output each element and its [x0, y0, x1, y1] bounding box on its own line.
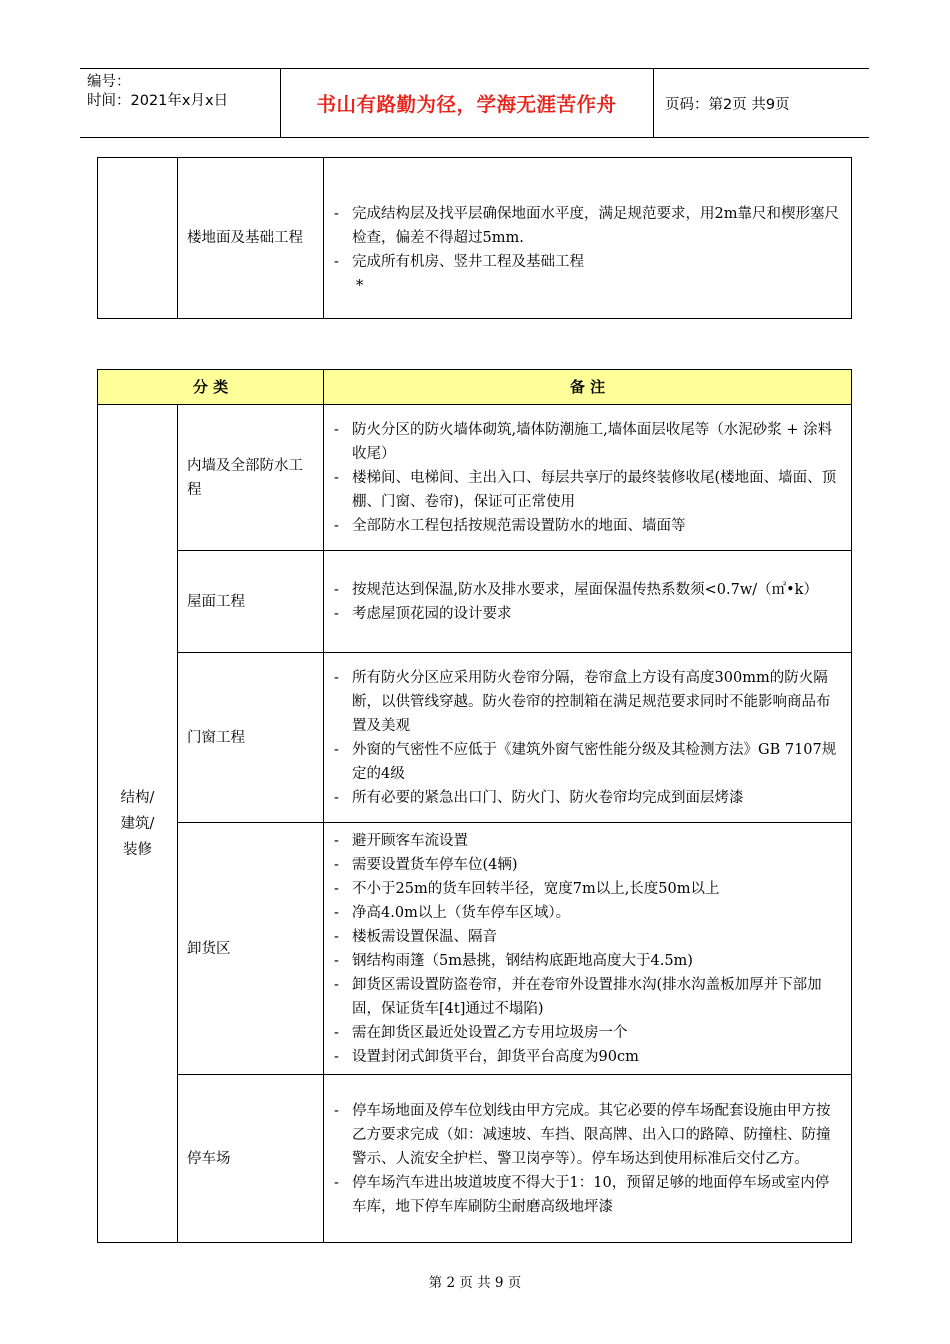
table-row [98, 823, 852, 1075]
note-item: - 需要设置货车停车位(4辆) [332, 853, 843, 877]
header-motto: 书山有路勤为径，学海无涯苦作舟 [316, 93, 617, 116]
note-item: - 外窗的气密性不应低于《建筑外窗气密性能分级及其检测方法》GB 7107规定的4级 [332, 738, 843, 786]
notes-list [332, 578, 843, 626]
table-row [98, 551, 852, 653]
subcategory-cell: 停车场 [178, 1075, 324, 1243]
notes-list [332, 1099, 843, 1219]
note-item: - 停车场地面及停车位划线由甲方完成。其它必要的停车场配套设施由甲方按乙方要求完成（如：减速坡、车挡、限高牌、出入口的路障、防撞柱、防撞警示、人流安全护栏、警卫岗亭等）。停车场达到使用标准后交付乙方。 [332, 1099, 843, 1171]
header-page-number: 页码：第2页 共9页 [665, 96, 790, 113]
note-item: - 不小于25m的货车回转半径，宽度7m以上,长度50m以上 [332, 877, 843, 901]
note-item: - 考虑屋顶花园的设计要求 [332, 602, 843, 626]
construction-table-continued [97, 157, 852, 319]
time-label: 时间：2021年x月x日 [87, 93, 229, 109]
table-row [98, 405, 852, 551]
subcategory-cell: 楼地面及基础工程 [178, 158, 324, 319]
construction-table [97, 369, 852, 1243]
notes-cell [324, 158, 852, 319]
note-item: - 楼梯间、电梯间、主出入口、每层共享厅的最终装修收尾(楼地面、墙面、顶棚、门窗、卷帘)，保证可正常使用 [332, 466, 843, 514]
note-item: - 所有必要的紧急出口门、防火门、防火卷帘均完成到面层烤漆 [332, 786, 843, 810]
note-item: - 所有防火分区应采用防火卷帘分隔，卷帘盒上方设有高度300mm的防火隔断，以供管线穿越。防火卷帘的控制箱在满足规范要求同时不能影响商品布置及美观 [332, 666, 843, 738]
notes-list [332, 829, 843, 1069]
header-divider [653, 69, 654, 137]
subcategory-cell: 卸货区 [178, 823, 324, 1075]
note-item: - 全部防水工程包括按规范需设置防水的地面、墙面等 [332, 514, 843, 538]
category-cell [98, 405, 178, 1243]
note-item: - 防火分区的防火墙体砌筑,墙体防潮施工,墙体面层收尾等（水泥砂浆 + 涂料收尾） [332, 418, 843, 466]
note-item: - 按规范达到保温,防水及排水要求，屋面保温传热系数须<0.7w/（㎡•k） [332, 578, 843, 602]
table-header-row [98, 370, 852, 405]
notes-cell [324, 823, 852, 1075]
subcategory-cell: 内墙及全部防水工程 [178, 405, 324, 551]
page-footer: 第 2 页 共 9 页 [428, 1275, 522, 1291]
note-item: - 需在卸货区最近处设置乙方专用垃圾房一个 [332, 1021, 843, 1045]
notes-list [332, 418, 843, 538]
header-meta [87, 73, 282, 111]
notes-cell [324, 653, 852, 823]
note-item: - 净高4.0m以上（货车停车区域）。 [332, 901, 843, 925]
category-label: 结构/建筑/装修 [120, 789, 155, 858]
number-label: 编号： [87, 74, 131, 90]
note-item: - 完成结构层及找平层确保地面水平度，满足规范要求，用2m靠尺和楔形塞尺检查，偏差不得超过5mm. [332, 202, 843, 250]
category-cell-empty [98, 158, 178, 319]
subcategory-cell: 门窗工程 [178, 653, 324, 823]
table-row [98, 158, 852, 319]
notes-cell [324, 551, 852, 653]
note-item: - 避开顾客车流设置 [332, 829, 843, 853]
notes-cell [324, 405, 852, 551]
subcategory-cell: 屋面工程 [178, 551, 324, 653]
header-notes: 备 注 [324, 370, 852, 405]
note-item: - 钢结构雨篷（5m悬挑，钢结构底距地高度大于4.5m) [332, 949, 843, 973]
notes-list [332, 202, 843, 274]
table-row [98, 653, 852, 823]
note-item: - 楼板需设置保温、隔音 [332, 925, 843, 949]
note-item: - 完成所有机房、竖井工程及基础工程 [332, 250, 843, 274]
page-header [80, 68, 869, 138]
notes-cell [324, 1075, 852, 1243]
header-category: 分 类 [98, 370, 324, 405]
notes-list [332, 666, 843, 810]
note-item: - 停车场汽车进出坡道坡度不得大于1：10，预留足够的地面停车场或室内停车库，地下停车库刷防尘耐磨高级地坪漆 [332, 1171, 843, 1219]
note-item: - 设置封闭式卸货平台，卸货平台高度为90cm [332, 1045, 843, 1069]
note-item: - 卸货区需设置防盗卷帘，并在卷帘外设置排水沟(排水沟盖板加厚并下部加固，保证货车[4t]通过不塌陷) [332, 973, 843, 1021]
table-row [98, 1075, 852, 1243]
